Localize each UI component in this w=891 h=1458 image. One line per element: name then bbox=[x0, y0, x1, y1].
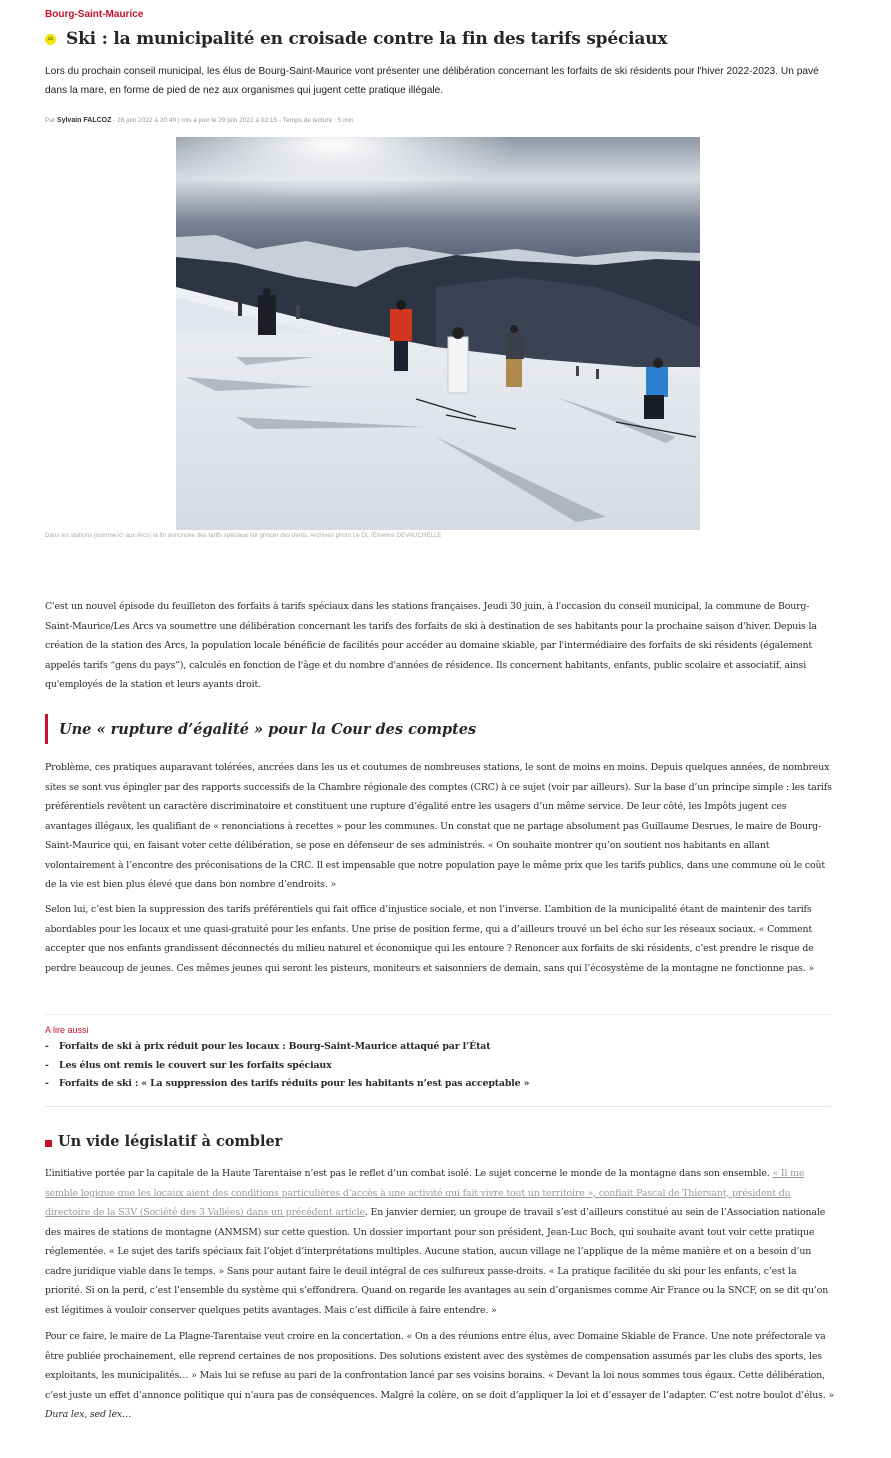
read-also-link[interactable]: Forfaits de ski : « La suppression des tarifs réduits pour les habitants n’est pas acceptable » bbox=[59, 1078, 530, 1089]
section-heading-text: Un vide législatif à combler bbox=[58, 1133, 283, 1150]
article-header bbox=[45, 29, 667, 49]
article-photo[interactable] bbox=[176, 137, 700, 530]
latin-closing: Dura lex, sed lex… bbox=[45, 1409, 132, 1420]
paragraph-text: . En janvier dernier, un groupe de travail s’est d’ailleurs constitué au sein de l’Association nationale des maires de stations de montagne (ANMSM) sur cette question. Un dossier important pour son président, Jean-Luc Boch, qui souhaite avant tout voir cette pratique réglementée. « Le sujet des tarifs spéciaux fait l’objet d’interprétations multiples. Aucune station, aucun village ne l’applique de la même manière et on a besoin d’un cadre juridique viable dans le temps. » Sans pour autant faire le deuil intégral de ces sulfureux passe-droits. « La pratique facilitée du ski pour les enfants, c’est la priorité. Si on la perd, c’est l’ensemble du système qui s’effondrera. Quand on regarde les avantages au sein d’organismes comme Air France ou la SNCF, on se dit qu’on est légitimes à vouloir conserver quelques petits avantages. Mais c’est difficile à faire entendre. » bbox=[45, 1207, 829, 1316]
list-dash-icon: - bbox=[45, 1041, 49, 1052]
section2-paragraph-1 bbox=[45, 1164, 835, 1320]
ski-slope-photo bbox=[176, 137, 700, 530]
byline-dates: - 28 juin 2022 à 20:49 | mis à jour le 29 juin 2022 à 02:15 - Temps de lecture : 5 min bbox=[111, 117, 354, 124]
author-name[interactable]: Sylvain FALCOZ bbox=[56, 117, 112, 124]
read-also-item[interactable] bbox=[45, 1075, 831, 1094]
quote-article-link[interactable]: « Il me semble logique que les locaux aient des conditions particulières d’accès à une activité qui fait vivre tout un territoire », confiait Pascal de Thiersant, président du directoire de la S3V (Société des 3 Vallées) dans un précédent article bbox=[45, 1168, 805, 1218]
article-title: Ski : la municipalité en croisade contre la fin des tarifs spéciaux bbox=[66, 29, 668, 49]
read-also-box bbox=[45, 1014, 831, 1107]
read-also-label: A lire aussi bbox=[45, 1025, 89, 1035]
section-heading-vide-legislatif bbox=[45, 1133, 282, 1150]
paragraph-text: L’initiative portée par la capitale de la Haute Tarentaise n’est pas le reflet d’un combat isolé. Le sujet concerne le monde de la montagne dans son ensemble. bbox=[45, 1168, 773, 1179]
list-dash-icon: - bbox=[45, 1078, 49, 1089]
subscriber-badge-icon: ab bbox=[45, 34, 56, 45]
read-also-link[interactable]: Forfaits de ski à prix réduit pour les locaux : Bourg-Saint-Maurice attaqué par l’État bbox=[59, 1041, 491, 1052]
article-lead: Lors du prochain conseil municipal, les élus de Bourg-Saint-Maurice vont présenter une délibération concernant les forfaits de ski résidents pour l'hiver 2022-2023. Un pavé dans la mare, en forme de pied de nez aux organismes qui jugent cette pratique illégale. bbox=[45, 66, 819, 96]
read-also-item[interactable] bbox=[45, 1057, 831, 1076]
list-dash-icon: - bbox=[45, 1059, 49, 1071]
intro-paragraph: C'est un nouvel épisode du feuilleton des forfaits à tarifs spéciaux dans les stations françaises. Jeudi 30 juin, à l'occasion du conseil municipal, la commune de Bourg-Saint-Maurice/Les Arcs va soumettre une délibération concernant les tarifs des forfaits de ski à destination de ses habitants pour la prochaine saison d'hiver. Depuis la création de la station des Arcs, la population locale bénéficie de facilités pour accéder au domaine skiable, par l'intermédiaire des forfaits de ski résidents (également appelés tarifs “gens du pays”), calculés en fonction de l'âge et du nombre d'années de résidence. Ils concernent habitants, enfants, public scolaire et associatif, ainsi qu'employés de la station et leurs ayants droit. bbox=[45, 601, 817, 690]
read-also-item[interactable] bbox=[45, 1038, 831, 1057]
section1-paragraph-2: Selon lui, c’est bien la suppression des tarifs préférentiels qui fait office d’injustice sociale, et non l’inverse. L’ambition de la municipalité étant de maintenir des tarifs abordables pour les locaux et une quasi-gratuité pour les enfants. Une prise de position ferme, qui a d’ailleurs trouvé un bel écho sur les réseaux sociaux. « Comment accepter que nos enfants grandissent déconnectés du milieu naturel et économique qui les entoure ? Renoncer aux forfaits de ski résidents, c’est prendre le risque de perdre beaucoup de jeunes. Ces mêmes jeunes qui seront les pisteurs, moniteurs et saisonniers de demain, sans qui l’écosystème de la montagne ne fonctionne pas. » bbox=[45, 904, 815, 974]
section1-paragraph-1: Problème, ces pratiques auparavant tolérées, ancrées dans les us et coutumes de nombreuses stations, le sont de moins en moins. Depuis quelques années, de nombreux sites se sont vus épingler par des rapports successifs de la Chambre régionale des comptes (CRC) à ce sujet (voir par ailleurs). Sur la base d’un principe simple : les tarifs préférentiels revêtent un caractère discriminatoire et constituent une rupture d’égalité entre les usagers d’un même service. De leur côté, les Impôts jugent ces avantages illégaux, les qualifiant de « renonciations à recettes » pour les communes. Un constat que ne partage absolument pas Guillaume Desrues, le maire de Bourg-Saint-Maurice qui, en faisant voter cette délibération, se pose en défenseur de ses administrés. « On souhaite montrer qu’on soutient nos habitants en allant volontairement à l’encontre des préconisations de la CRC. Il est impensable que notre population paye le même prix que les tarifs publics, dans une commune où le coût de la vie est bien plus élevé que dans bon nombre d’endroits. » bbox=[45, 762, 832, 890]
section2-paragraph-2 bbox=[45, 1327, 835, 1425]
section-heading-rupture: Une « rupture d’égalité » pour la Cour des comptes bbox=[45, 714, 476, 744]
kicker-location[interactable]: Bourg-Saint-Maurice bbox=[45, 9, 144, 20]
read-also-link[interactable]: Les élus ont remis le couvert sur les forfaits spéciaux bbox=[59, 1059, 332, 1071]
byline bbox=[45, 117, 354, 124]
photo-caption: Dans les stations (comme ici aux Arcs) la fin annoncée des tarifs spéciaux fait grincer des dents. Archives photo Le DL /Émeline DEVAUCHELLE bbox=[45, 532, 442, 539]
byline-prefix: Par bbox=[45, 117, 57, 124]
paragraph-text: Pour ce faire, le maire de La Plagne-Tarentaise veut croire en la concertation. « On a des réunions entre élus, avec Domaine Skiable de France. Une note préfectorale va être publiée prochainement, elle reprend certaines de nos propositions. Des solutions existent avec des systèmes de compensation assumés par les clubs des sports, les exploitants, les municipalités… » Mais lui se refuse au pari de la confrontation lancé par ses voisins borains. « Devant la loi nous sommes tous égaux. Cette délibération, c’est juste un effet d’annonce politique qui n’aura pas de conséquences. Malgré la colère, on se doit d’appliquer la loi et d’essayer de l’adapter. C’est notre boulot d’élus. » bbox=[45, 1331, 835, 1401]
red-square-icon bbox=[45, 1140, 52, 1147]
